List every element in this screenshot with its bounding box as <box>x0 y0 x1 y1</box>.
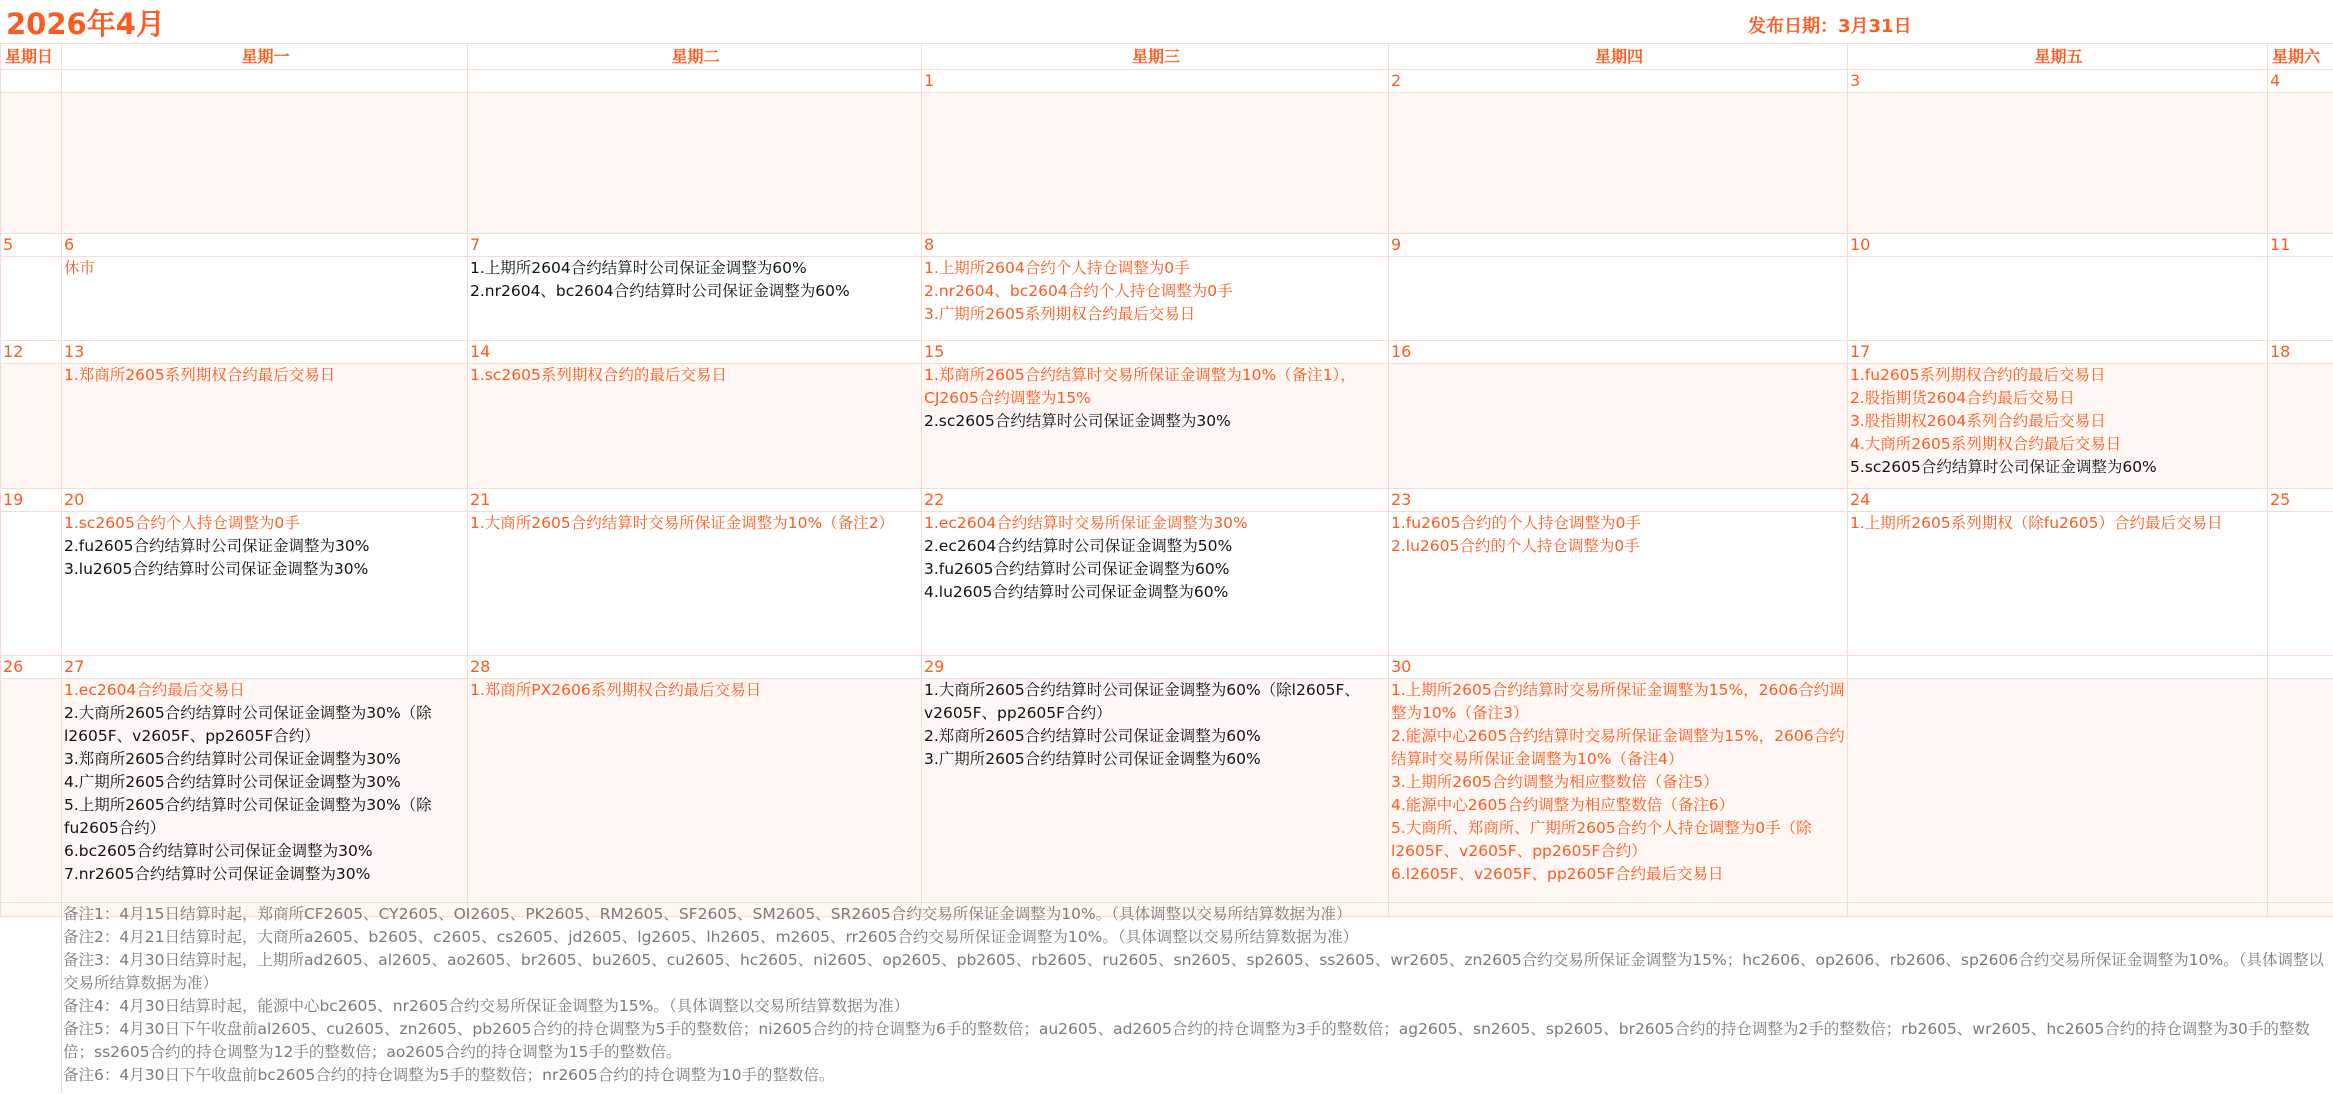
day-events-cell <box>468 364 922 489</box>
event-item: 4.能源中心2605合约调整为相应整数倍（备注6） <box>1391 796 1735 814</box>
event-item: 2.fu2605合约结算时公司保证金调整为30% <box>64 537 370 555</box>
event-item: 2.lu2605合约的个人持仓调整为0手 <box>1391 537 1640 555</box>
day-events-cell <box>922 257 1389 341</box>
day-number: 26 <box>1 656 62 679</box>
day-events-cell <box>2268 93 2333 234</box>
day-events-cell <box>468 93 922 234</box>
day-number: 12 <box>1 341 62 364</box>
day-number: 6 <box>62 234 468 257</box>
day-number: 7 <box>468 234 922 257</box>
weekday-thursday: 星期四 <box>1389 44 1848 70</box>
week-content-row <box>1 93 2333 234</box>
note-item: 备注3：4月30日结算时起，上期所ad2605、al2605、ao2605、br2605、bu2605、cu2605、hc2605、ni2605、op2605、pb2605、rb2605、ru2605、sn2605、sp2605、ss2605、wr2605、zn2605合约交易所保证金调整为15%；hc2606、op2606、rb2606、sp2606合约交易所保证金调整为10%。（具体调整以交易所结算数据为准） <box>63 951 2324 992</box>
event-item: 1.上期所2604合约个人持仓调整为0手 <box>924 259 1190 277</box>
day-number: 15 <box>922 341 1389 364</box>
calendar-grid <box>0 43 2333 917</box>
week-content-row <box>1 364 2333 489</box>
week-number-row <box>1 234 2333 257</box>
day-number: 13 <box>62 341 468 364</box>
day-events-cell <box>1389 364 1848 489</box>
week-number-row <box>1 341 2333 364</box>
weekday-friday: 星期五 <box>1848 44 2268 70</box>
day-number: 1 <box>922 70 1389 93</box>
day-events-cell <box>62 257 468 341</box>
event-item: 4.广期所2605合约结算时公司保证金调整为30% <box>64 773 401 791</box>
event-item: 5.sc2605合约结算时公司保证金调整为60% <box>1850 458 2157 476</box>
event-item: 1.fu2605合约的个人持仓调整为0手 <box>1391 514 1641 532</box>
day-events-cell <box>1848 679 2268 917</box>
event-item: 1.郑商所2605合约结算时交易所保证金调整为10%（备注1），CJ2605合约调整为15% <box>924 366 1356 407</box>
day-number: 5 <box>1 234 62 257</box>
day-number: 21 <box>468 489 922 512</box>
notes-section <box>0 902 2333 1093</box>
day-events-cell <box>468 512 922 656</box>
day-number: 18 <box>2268 341 2333 364</box>
day-number: 24 <box>1848 489 2268 512</box>
weekday-monday: 星期一 <box>62 44 468 70</box>
weekday-header-row <box>1 44 2333 70</box>
day-events-cell <box>62 512 468 656</box>
day-events-cell <box>1389 93 1848 234</box>
day-number: 9 <box>1389 234 1848 257</box>
day-events-cell <box>1389 512 1848 656</box>
day-number: 27 <box>62 656 468 679</box>
publish-date <box>1748 14 1912 40</box>
event-item: 1.上期所2605系列期权（除fu2605）合约最后交易日 <box>1850 514 2223 532</box>
event-item: 5.大商所、郑商所、广期所2605合约个人持仓调整为0手（除l2605F、v2605F、pp2605F合约） <box>1391 819 1812 860</box>
day-events-cell <box>2268 364 2333 489</box>
day-number: 29 <box>922 656 1389 679</box>
day-events-cell <box>1848 512 2268 656</box>
day-number: 16 <box>1389 341 1848 364</box>
week-content-row <box>1 512 2333 656</box>
event-item: 1.上期所2604合约结算时公司保证金调整为60% <box>470 259 807 277</box>
weekday-tuesday: 星期二 <box>468 44 922 70</box>
event-item: 1.郑商所2605系列期权合约最后交易日 <box>64 366 336 384</box>
notes-list <box>63 903 2329 1087</box>
day-number <box>2268 656 2333 679</box>
publish-date-value: 3月31日 <box>1838 16 1912 37</box>
day-events-cell <box>1 93 62 234</box>
weekday-sunday: 星期日 <box>1 44 62 70</box>
day-number: 14 <box>468 341 922 364</box>
event-item: 3.股指期权2604系列合约最后交易日 <box>1850 412 2106 430</box>
day-events-cell <box>2268 679 2333 917</box>
day-number <box>62 70 468 93</box>
event-item: 3.lu2605合约结算时公司保证金调整为30% <box>64 560 369 578</box>
event-item: 1.fu2605系列期权合约的最后交易日 <box>1850 366 2106 384</box>
day-number: 20 <box>62 489 468 512</box>
day-events-cell <box>922 512 1389 656</box>
week-number-row <box>1 489 2333 512</box>
weekday-saturday: 星期六 <box>2268 44 2333 70</box>
day-events-cell <box>62 364 468 489</box>
calendar-title: 2026年4月 <box>6 7 165 41</box>
day-number: 17 <box>1848 341 2268 364</box>
event-item: 1.sc2605合约个人持仓调整为0手 <box>64 514 300 532</box>
day-number: 28 <box>468 656 922 679</box>
note-item: 备注6：4月30日下午收盘前bc2605合约的持仓调整为5手的整数倍；nr2605合约的持仓调整为10手的整数倍。 <box>63 1066 835 1084</box>
event-item: 3.广期所2605系列期权合约最后交易日 <box>924 305 1196 323</box>
event-item: 4.大商所2605系列期权合约最后交易日 <box>1850 435 2122 453</box>
day-events-cell <box>1 257 62 341</box>
event-item: 1.ec2604合约最后交易日 <box>64 681 245 699</box>
event-item: 2.大商所2605合约结算时公司保证金调整为30%（除l2605F、v2605F、pp2605F合约） <box>64 704 432 745</box>
publish-date-label: 发布日期： <box>1748 16 1838 37</box>
day-events-cell <box>922 364 1389 489</box>
day-events-cell <box>1389 679 1848 917</box>
day-number <box>468 70 922 93</box>
day-number: 23 <box>1389 489 1848 512</box>
event-item: 7.nr2605合约结算时公司保证金调整为30% <box>64 865 371 883</box>
day-number: 22 <box>922 489 1389 512</box>
day-number: 10 <box>1848 234 2268 257</box>
event-item: 1.大商所2605合约结算时交易所保证金调整为10%（备注2） <box>470 514 895 532</box>
event-item: 1.上期所2605合约结算时交易所保证金调整为15%，2606合约调整为10%（备注3） <box>1391 681 1845 722</box>
event-item: 6.l2605F、v2605F、pp2605F合约最后交易日 <box>1391 865 1724 883</box>
event-item: 3.fu2605合约结算时公司保证金调整为60% <box>924 560 1230 578</box>
event-item: 1.郑商所PX2606系列期权合约最后交易日 <box>470 681 762 699</box>
week-content-row <box>1 679 2333 917</box>
day-number: 2 <box>1389 70 1848 93</box>
event-item: 1.sc2605系列期权合约的最后交易日 <box>470 366 727 384</box>
day-events-cell <box>2268 512 2333 656</box>
event-item: 2.股指期货2604合约最后交易日 <box>1850 389 2075 407</box>
day-number: 25 <box>2268 489 2333 512</box>
note-item: 备注1：4月15日结算时起，郑商所CF2605、CY2605、OI2605、PK2605、RM2605、SF2605、SM2605、SR2605合约交易所保证金调整为10%。（具体调整以交易所结算数据为准） <box>63 905 1352 923</box>
event-item: 2.能源中心2605合约结算时交易所保证金调整为15%，2606合约结算时交易所保证金调整为10%（备注4） <box>1391 727 1845 768</box>
note-item: 备注4：4月30日结算时起，能源中心bc2605、nr2605合约交易所保证金调整为15%。（具体调整以交易所结算数据为准） <box>63 997 910 1015</box>
week-number-row <box>1 70 2333 93</box>
event-item: 3.上期所2605合约调整为相应整数倍（备注5） <box>1391 773 1719 791</box>
day-events-cell <box>1 512 62 656</box>
day-number: 4 <box>2268 70 2333 93</box>
day-number: 30 <box>1389 656 1848 679</box>
day-events-cell <box>62 679 468 917</box>
event-item: 2.sc2605合约结算时公司保证金调整为30% <box>924 412 1231 430</box>
event-item: 2.郑商所2605合约结算时公司保证金调整为60% <box>924 727 1261 745</box>
event-item: 6.bc2605合约结算时公司保证金调整为30% <box>64 842 373 860</box>
event-item: 3.广期所2605合约结算时公司保证金调整为60% <box>924 750 1261 768</box>
event-item: 3.郑商所2605合约结算时公司保证金调整为30% <box>64 750 401 768</box>
day-events-cell <box>1 364 62 489</box>
event-item: 1.ec2604合约结算时交易所保证金调整为30% <box>924 514 1248 532</box>
week-content-row <box>1 257 2333 341</box>
event-item: 4.lu2605合约结算时公司保证金调整为60% <box>924 583 1229 601</box>
day-number: 8 <box>922 234 1389 257</box>
event-item: 2.ec2604合约结算时公司保证金调整为50% <box>924 537 1233 555</box>
event-item: 休市 <box>64 259 96 277</box>
day-number: 19 <box>1 489 62 512</box>
day-events-cell <box>1848 93 2268 234</box>
event-item: 2.nr2604、bc2604合约结算时公司保证金调整为60% <box>470 282 850 300</box>
day-events-cell <box>1848 257 2268 341</box>
week-number-row <box>1 656 2333 679</box>
event-item: 5.上期所2605合约结算时公司保证金调整为30%（除fu2605合约） <box>64 796 432 837</box>
day-events-cell <box>62 93 468 234</box>
day-number: 3 <box>1848 70 2268 93</box>
note-item: 备注2：4月21日结算时起，大商所a2605、b2605、c2605、cs2605、jd2605、lg2605、lh2605、m2605、rr2605合约交易所保证金调整为10%。（具体调整以交易所结算数据为准） <box>63 928 1359 946</box>
day-events-cell <box>1389 257 1848 341</box>
weekday-wednesday: 星期三 <box>922 44 1389 70</box>
event-item: 1.大商所2605合约结算时公司保证金调整为60%（除l2605F、v2605F、pp2605F合约） <box>924 681 1360 722</box>
day-events-cell <box>1 679 62 917</box>
day-number: 11 <box>2268 234 2333 257</box>
day-events-cell <box>468 257 922 341</box>
notes-spacer <box>0 903 62 1093</box>
day-events-cell <box>922 93 1389 234</box>
day-events-cell <box>468 679 922 917</box>
day-number <box>1 70 62 93</box>
day-events-cell <box>2268 257 2333 341</box>
note-item: 备注5：4月30日下午收盘前al2605、cu2605、zn2605、pb2605合约的持仓调整为5手的整数倍；ni2605合约的持仓调整为6手的整数倍；au2605、ad2605合约的持仓调整为3手的整数倍；ag2605、sn2605、sp2605、br2605合约的持仓调整为2手的整数倍；rb2605、wr2605、hc2605合约的持仓调整为30手的整数倍；ss2605合约的持仓调整为12手的整数倍；ao2605合约的持仓调整为15手的整数倍。 <box>63 1020 2310 1061</box>
event-item: 2.nr2604、bc2604合约个人持仓调整为0手 <box>924 282 1233 300</box>
day-number <box>1848 656 2268 679</box>
day-events-cell <box>1848 364 2268 489</box>
day-events-cell <box>922 679 1389 917</box>
